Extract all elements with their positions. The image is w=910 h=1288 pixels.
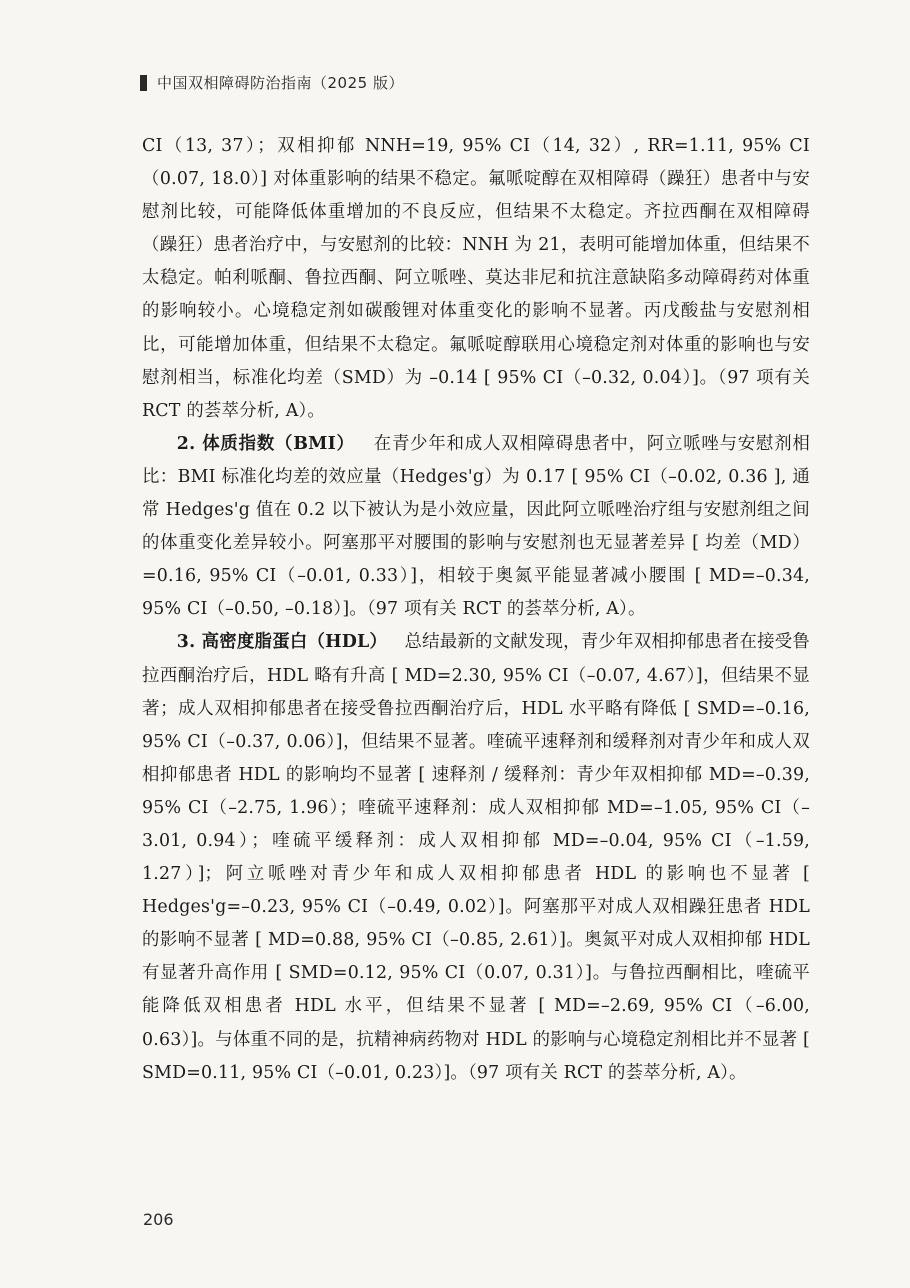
paragraph-bmi [142,428,810,627]
body-text [142,130,810,1090]
page-number: 206 [143,1210,174,1229]
paragraph-text: 总结最新的文献发现，青少年双相抑郁患者在接受鲁拉西酮治疗后，HDL 略有升高 [ MD=2.30, 95% CI（–0.07, 4.67）]，但结果不显著；成人双相抑郁患者在接受鲁拉西酮治疗后，HDL 水平略有降低 [ SMD=–0.16, 95% CI（–0.37, 0.06）]，但结果不显著。喹硫平速释剂和缓释剂对青少年和成人双相抑郁患者 HDL 的影响均不显著 [ 速释剂 / 缓释剂：青少年双相抑郁 MD=–0.39, 95% CI（–2.75, 1.96）；喹硫平速释剂：成人双相抑郁 MD=–1.05, 95% CI（–3.01, 0.94）；喹硫平缓释剂：成人双相抑郁 MD=–0.04, 95% CI（–1.59, 1.27）]；阿立哌唑对青少年和成人双相抑郁患者 HDL 的影响也不显著 [ Hedges'g=–0.23, 95% CI（–0.49, 0.02）]。阿塞那平对成人双相躁狂患者 HDL 的影响不显著 [ MD=0.88, 95% CI（–0.85, 2.61）]。奥氮平对成人双相抑郁 HDL 有显著升高作用 [ SMD=0.12, 95% CI（0.07, 0.31）]。与鲁拉西酮相比，喹硫平能降低双相患者 HDL 水平，但结果不显著 [ MD=–2.69, 95% CI（–6.00, 0.63）]。与体重不同的是，抗精神病药物对 HDL 的影响与心境稳定剂相比并不显著 [ SMD=0.11, 95% CI（–0.01, 0.23）]。（97 项有关 RCT 的荟萃分析, A）。 [142,632,811,1083]
running-header [140,72,404,93]
paragraph-hdl [142,626,810,1089]
paragraph-text: 在青少年和成人双相障碍患者中，阿立哌唑与安慰剂相比：BMI 标准化均差的效应量（Hedges'g）为 0.17 [ 95% CI（–0.02, 0.36 ], 通常 Hedges'g 值在 0.2 以下被认为是小效应量，因此阿立哌唑治疗组与安慰剂组之间的体重变化差异较小。阿塞那平对腰围的影响与安慰剂也无显著差异 [ 均差（MD）=0.16, 95% CI（–0.01, 0.33）]，相较于奥氮平能显著减小腰围 [ MD=–0.34, 95% CI（–0.50, –0.18）]。（97 项有关 RCT 的荟萃分析, A）。 [142,433,811,620]
section-heading-hdl: 3. 高密度脂蛋白（HDL） [176,632,388,653]
section-heading-bmi: 2. 体质指数（BMI） [176,433,355,454]
running-header-title: 中国双相障碍防治指南（2025 版） [157,74,404,92]
paragraph-weight [142,130,810,428]
header-marker-icon [140,75,147,91]
paragraph-text: CI（13, 37）；双相抑郁 NNH=19, 95% CI（14, 32）, RR=1.11, 95% CI（0.07, 18.0）] 对体重影响的结果不稳定。氟哌啶醇在双相障碍（躁狂）患者中与安慰剂比较，可能降低体重增加的不良反应，但结果不太稳定。齐拉西酮在双相障碍（躁狂）患者治疗中，与安慰剂的比较：NNH 为 21，表明可能增加体重，但结果不太稳定。帕利哌酮、鲁拉西酮、阿立哌唑、莫达非尼和抗注意缺陷多动障碍药对体重的影响较小。心境稳定剂如碳酸锂对体重变化的影响不显著。丙戊酸盐与安慰剂相比，可能增加体重，但结果不太稳定。氟哌啶醇联用心境稳定剂对体重的影响也与安慰剂相当，标准化均差（SMD）为 –0.14 [ 95% CI（–0.32, 0.04）]。（97 项有关 RCT 的荟萃分析, A）。 [142,136,810,421]
